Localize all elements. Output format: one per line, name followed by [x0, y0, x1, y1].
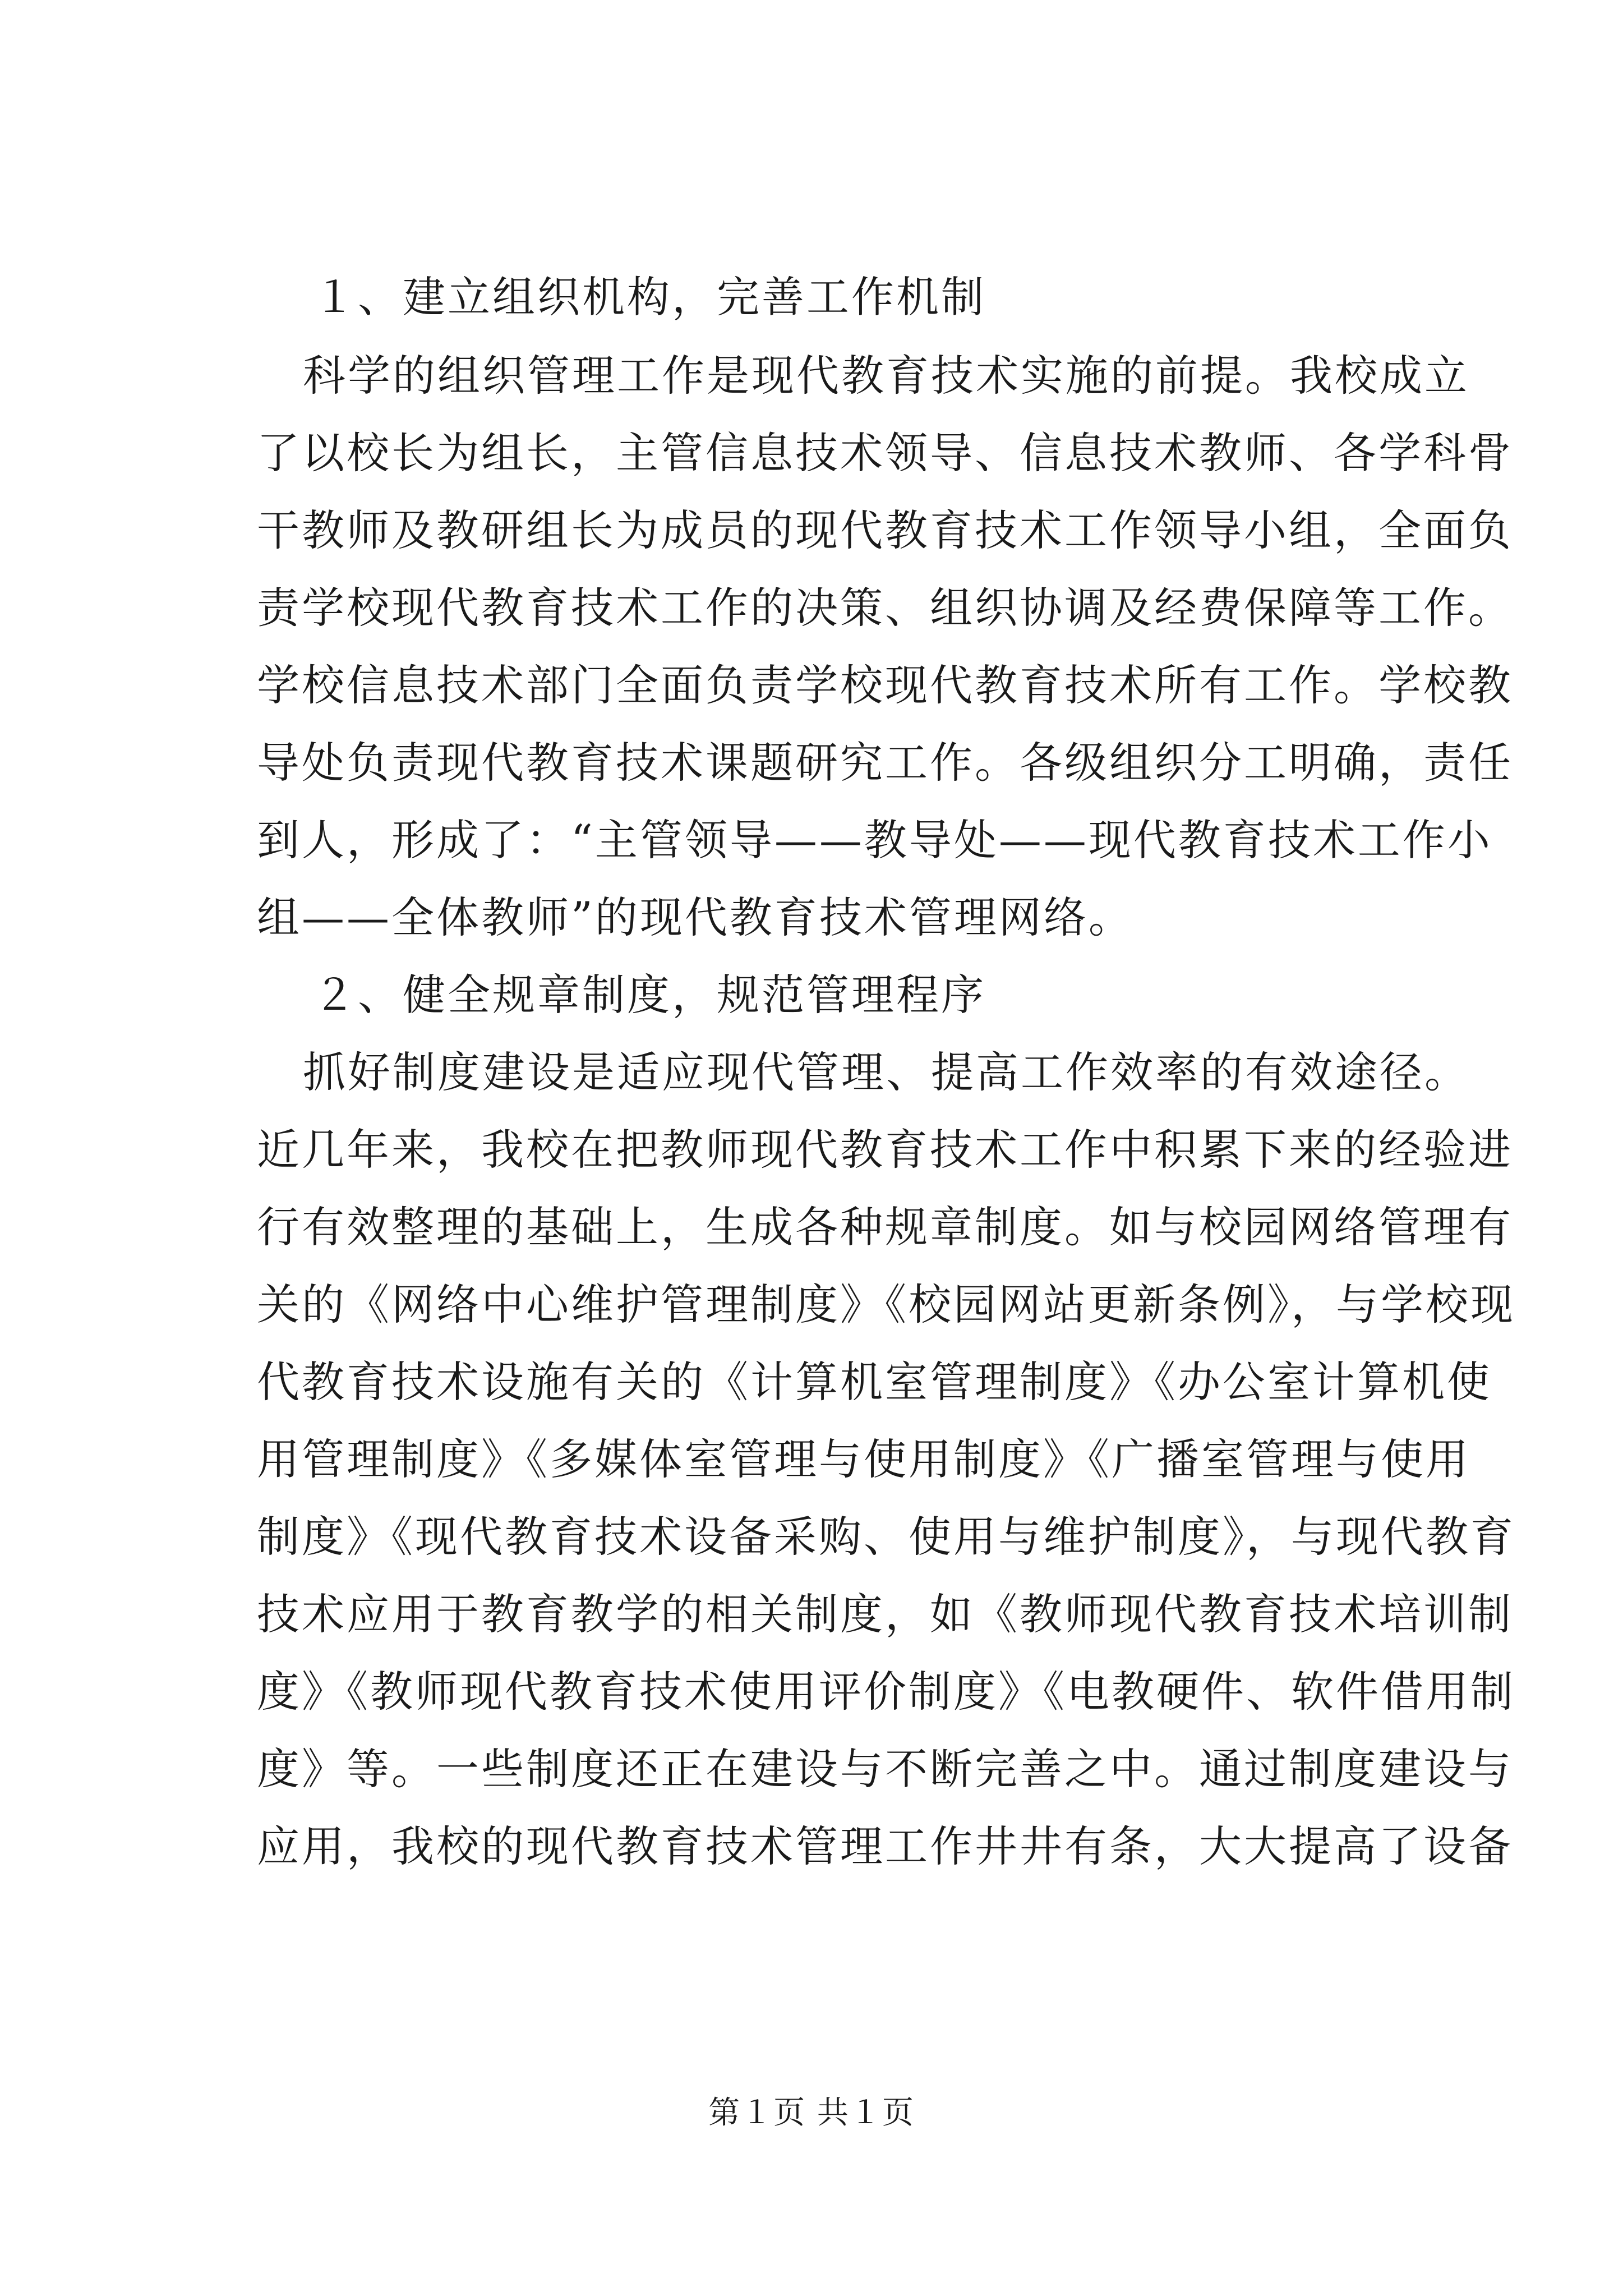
paragraph-line: 科学的组织管理工作是现代教育技术实施的前提。我校成立	[303, 351, 1469, 401]
page-footer: 第１页 共１页	[708, 2095, 915, 2131]
paragraph-line: 组——全体教师”的现代教育技术管理网络。	[257, 892, 1133, 942]
paragraph-line: 用管理制度》《多媒体室管理与使用制度》《广播室管理与使用	[257, 1434, 1470, 1484]
paragraph-line: 制度》《现代教育技术设备采购、使用与维护制度》，与现代教育	[257, 1512, 1515, 1562]
paragraph-line: 到人，形成了：“主管领导——教导处——现代教育技术工作小	[257, 815, 1492, 865]
paragraph-line: 抓好制度建设是适应现代管理、提高工作效率的有效途径。	[303, 1047, 1469, 1097]
paragraph-line: 度》等。一些制度还正在建设与不断完善之中。通过制度建设与	[257, 1744, 1513, 1794]
paragraph-line: 责学校现代教育技术工作的决策、组织协调及经费保障等工作。	[257, 583, 1513, 633]
paragraph-line: 了以校长为组长，主管信息技术领导、信息技术教师、各学科骨	[257, 428, 1513, 478]
section-heading-2: ２、健全规章制度，规范管理程序	[313, 970, 986, 1020]
paragraph-line: 代教育技术设施有关的《计算机室管理制度》《办公室计算机使	[257, 1357, 1492, 1407]
paragraph-line: 导处负责现代教育技术课题研究工作。各级组织分工明确，责任	[257, 738, 1513, 788]
paragraph-line: 技术应用于教育教学的相关制度，如《教师现代教育技术培训制	[257, 1589, 1513, 1639]
paragraph-line: 干教师及教研组长为成员的现代教育技术工作领导小组，全面负	[257, 505, 1513, 555]
paragraph-line: 行有效整理的基础上，生成各种规章制度。如与校园网络管理有	[257, 1202, 1513, 1252]
paragraph-line: 学校信息技术部门全面负责学校现代教育技术所有工作。学校教	[257, 660, 1513, 710]
section-heading-1: １、建立组织机构，完善工作机制	[313, 272, 986, 322]
paragraph-line: 度》《教师现代教育技术使用评价制度》《电教硬件、软件借用制	[257, 1667, 1515, 1717]
paragraph-line: 关的《网络中心维护管理制度》《校园网站更新条例》，与学校现	[257, 1280, 1515, 1329]
paragraph-line: 近几年来，我校在把教师现代教育技术工作中积累下来的经验进	[257, 1125, 1513, 1175]
paragraph-line: 应用，我校的现代教育技术管理工作井井有条，大大提高了设备	[257, 1821, 1513, 1871]
